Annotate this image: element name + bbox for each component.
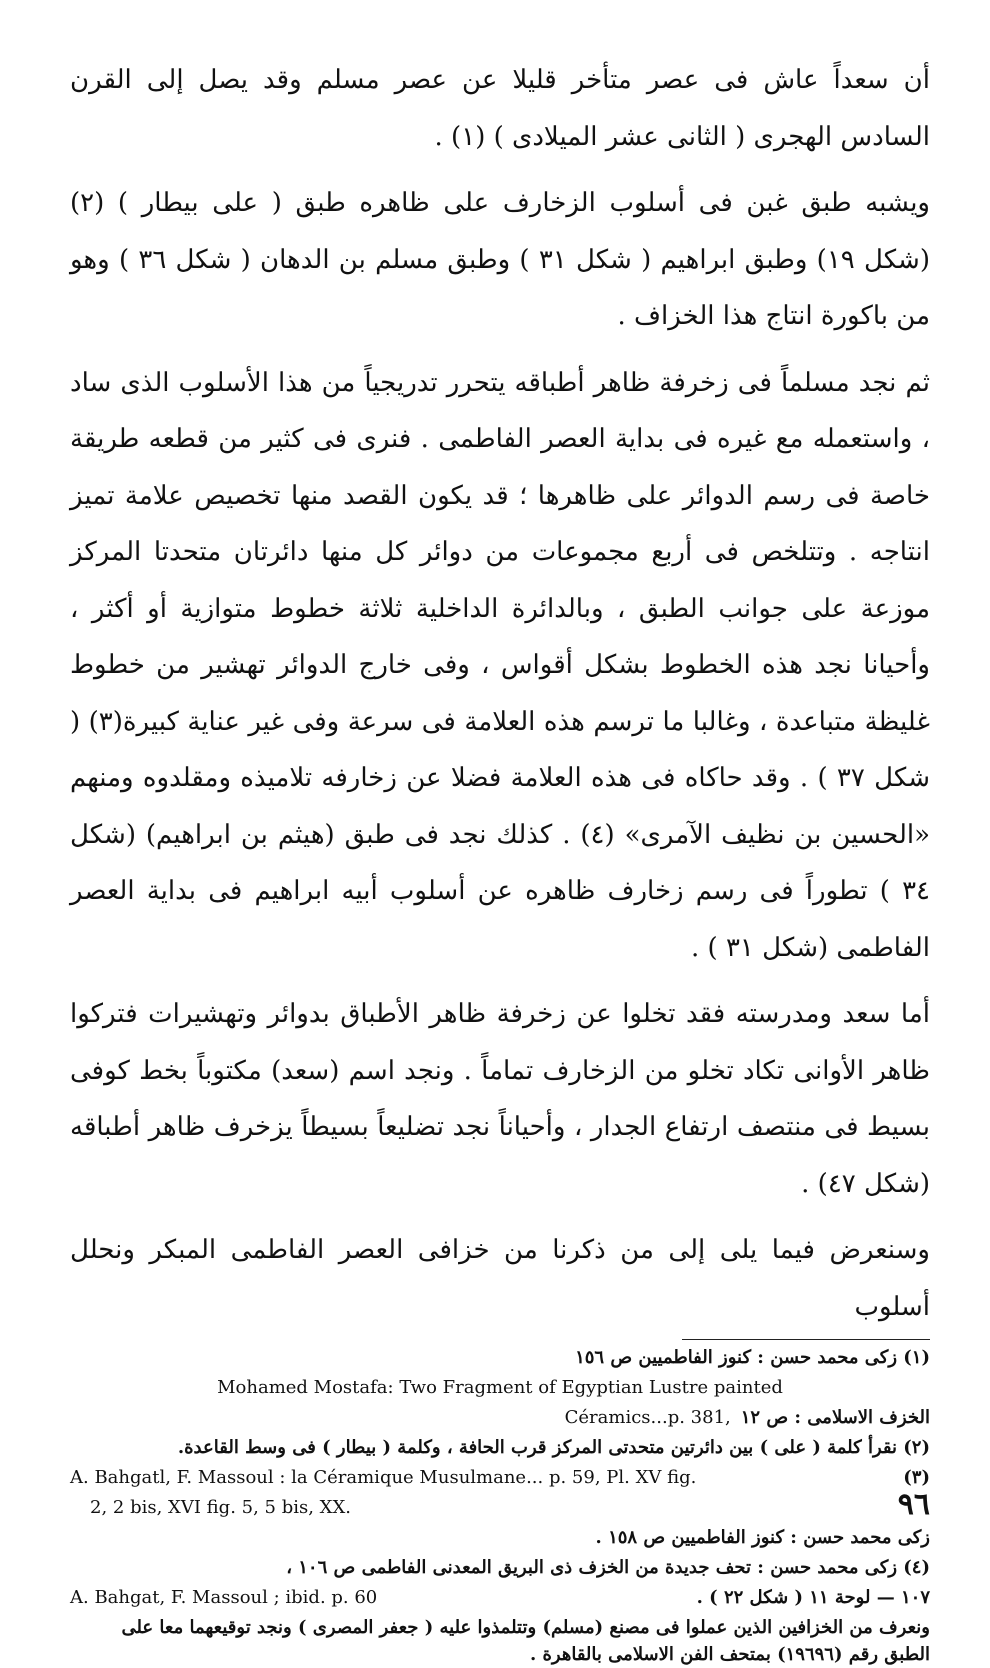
footnote-1-end <box>70 1404 930 1431</box>
footnote-4-latin: A. Bahgat, F. Massoul ; ibid. p. 60 <box>70 1587 378 1608</box>
footnote-divider <box>682 1339 930 1340</box>
footnote-4-line-2 <box>70 1584 930 1611</box>
paragraph-1: أن سعداً عاش فى عصر متأخر قليلا عن عصر مسلم وقد يصل إلى القرن السادس الهجرى ( الثانى عشر الميلادى ) (١) . <box>70 65 930 152</box>
footnote-3-latin-2: 2, 2 bis, XVI fig. 5, 5 bis, XX. <box>90 1497 352 1518</box>
footnote-1-arabic-end: الخزف الاسلامى : ص ١٢ <box>740 1407 930 1428</box>
footnote-1-arabic: (١) زكى محمد حسن : كنوز الفاطميين ص ١٥٦ <box>575 1347 930 1368</box>
footnote-2: (٢) نقرأ كلمة ( على ) بين دائرتين متحدتى المركز قرب الحافة ، وكلمة ( بيطار ) فى وسط القاعدة. <box>177 1437 930 1458</box>
paragraph-5: وسنعرض فيما يلى إلى من ذكرنا من خزافى العصر الفاطمى المبكر ونحلل أسلوب <box>70 1235 930 1322</box>
footnote-3-marker: (٣) <box>903 1467 930 1488</box>
footnote-1-latin-end: Céramics...p. 381, <box>564 1407 731 1428</box>
footnotes <box>70 1344 930 1668</box>
footnote-4-note: ونعرف من الخزافين الذين عملوا فى مصنع (مسلم) وتتلمذوا عليه ( جعفر المصرى ) ونجد توقيعهما معا على الطبق رقم (١٩٦٩٦) بمتحف الفن الاسلامى بالقاهرة . <box>121 1617 930 1665</box>
book-page <box>70 52 930 1665</box>
main-text <box>70 52 930 1335</box>
footnote-4-arabic: (٤) زكى محمد حسن : تحف جديدة من الخزف ذى البريق المعدنى الفاطمى ص ١٠٦ ، <box>286 1557 930 1578</box>
footnote-3-arabic: زكى محمد حسن : كنوز الفاطميين ص ١٥٨ . <box>595 1527 930 1548</box>
footnote-3-latin-1: A. Bahgatl, F. Massoul : la Céramique Musulmane... p. 59, Pl. XV fig. <box>70 1467 697 1488</box>
paragraph-2: ويشبه طبق غبن فى أسلوب الزخارف على ظاهره طبق ( على بيطار ) (٢) (شكل ١٩) وطبق ابراهيم ( شكل ٣١ ) وطبق مسلم بن الدهان ( شكل ٣٦ ) وهو من باكورة انتاج هذا الخزاف . <box>70 188 930 331</box>
footnote-3-line-1 <box>70 1464 930 1491</box>
footnote-4-arabic-end: ١٠٧ — لوحة ١١ ( شكل ٢٢ ) . <box>696 1587 930 1608</box>
paragraph-3: ثم نجد مسلماً فى زخرفة ظاهر أطباقه يتحرر تدريجياً من هذا الأسلوب الذى ساد ، واستعمله مع غيره فى بداية العصر الفاطمى . فنرى فى كثير من قطعه طريقة خاصة فى رسم الدوائر على ظاهرها ؛ قد يكون القصد منها تخصيص علامة تميز انتاجه . وتتلخص فى أربع مجموعات من دوائر كل منها دائرتان متحدتا المركز موزعة على جوانب الطبق ، وبالدائرة الداخلية ثلاثة خطوط متوازية أو أكثر ، وأحيانا نجد هذه الخطوط بشكل أقواس ، وفى خارج الدوائر تهشير من خطوط غليظة متباعدة ، وغالبا ما ترسم هذه العلامة فى سرعة وفى غير عناية كبيرة(٣) ( شكل ٣٧ ) . وقد حاكاه فى هذه العلامة فضلا عن زخارفه تلاميذه ومقلدوه ومنهم «الحسين بن نظيف الآمرى» (٤) . كذلك نجد فى طبق (هيثم بن ابراهيم) (شكل ٣٤ ) تطوراً فى رسم زخارف ظاهره عن أسلوب أبيه ابراهيم فى بداية العصر الفاطمى (شكل ٣١ ) . <box>70 367 930 963</box>
page-number: ٩٦ <box>897 1487 930 1522</box>
paragraph-4: أما سعد ومدرسته فقد تخلوا عن زخرفة ظاهر الأطباق بدوائر وتهشيرات فتركوا ظاهر الأوانى تكاد تخلو من الزخارف تماماً . ونجد اسم (سعد) مكتوباً بخط كوفى بسيط فى منتصف ارتفاع الجدار ، وأحياناً نجد تضليعاً بسيطاً يزخرف ظاهر أطباقه (شكل ٤٧) . <box>70 999 930 1199</box>
footnote-1-latin: Mohamed Mostafa: Two Fragment of Egyptian Lustre painted <box>217 1377 783 1398</box>
